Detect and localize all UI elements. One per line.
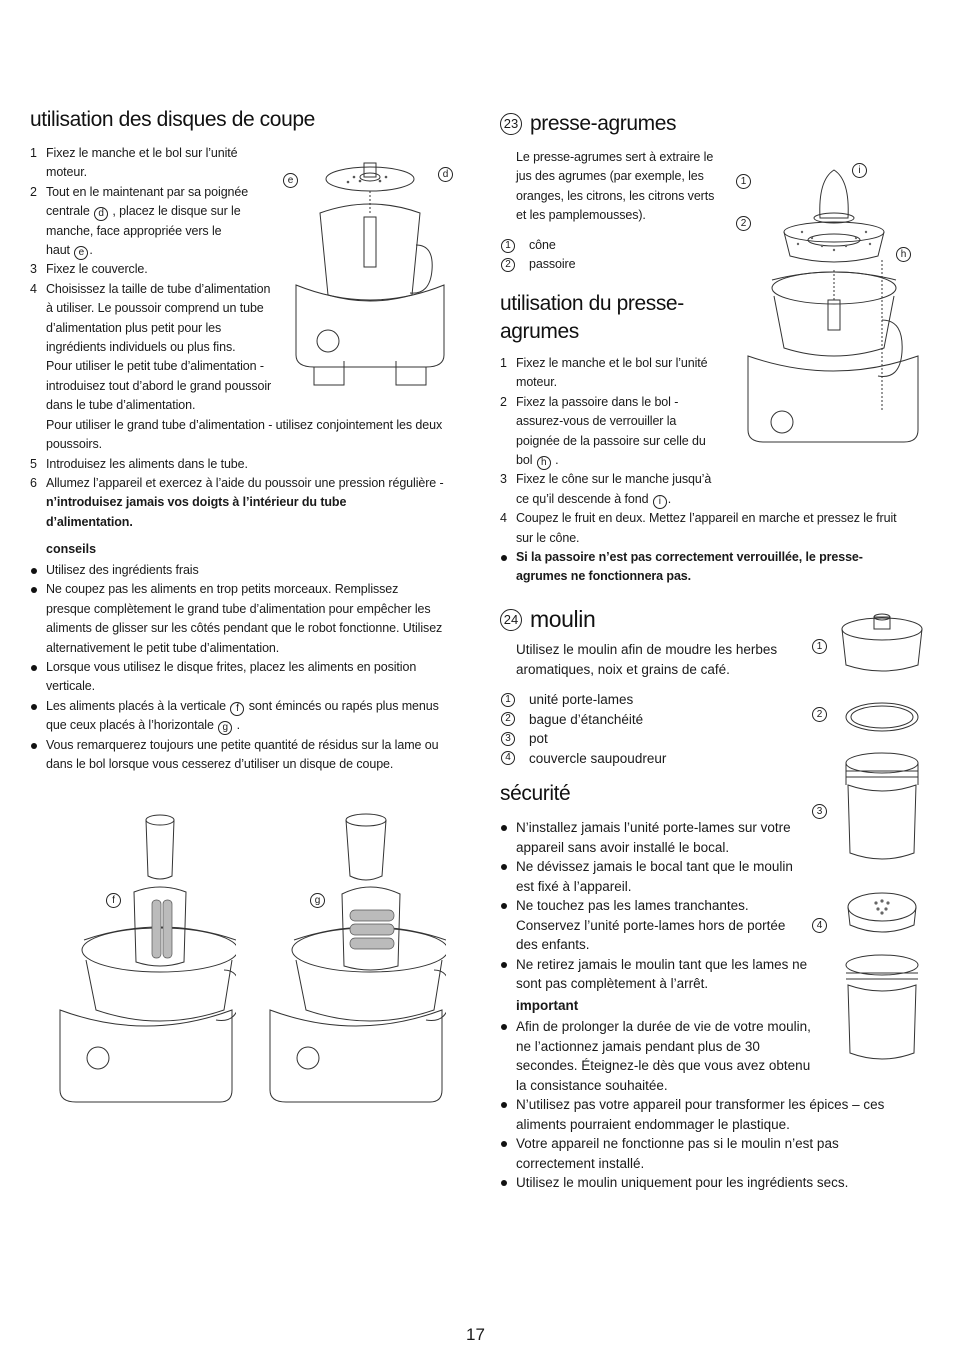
section-title-press-use: utilisation du presse- agrumes bbox=[500, 292, 684, 343]
figure-label-f: f bbox=[106, 893, 121, 908]
figure-label-1: 1 bbox=[736, 174, 751, 189]
figure-label-mill-4: 4 bbox=[812, 918, 827, 933]
section-title-safety: sécurité bbox=[500, 782, 571, 805]
important-title: important bbox=[516, 998, 579, 1013]
ref-marker-e: e bbox=[74, 246, 88, 260]
step-3: 3 Fixez le couvercle. bbox=[30, 262, 148, 277]
press-step-4: 4 Coupez le fruit en deux. Mettez l’appareil en marche et pressez le fruit sur le cône. bbox=[500, 511, 897, 545]
safety-item: Ne dévissez jamais le bocal tant que le moulin est fixé à l’appareil. bbox=[500, 857, 820, 896]
figure-label-g: g bbox=[310, 893, 325, 908]
tip-item: Utilisez des ingrédients frais bbox=[30, 561, 460, 580]
mill-intro: Utilisez le moulin afin de moudre les herbes aromatiques, noix et grains de café. bbox=[516, 642, 778, 677]
press-heading bbox=[500, 112, 676, 136]
ref-marker-g: g bbox=[218, 721, 232, 735]
citrus-press-illustration bbox=[742, 160, 922, 460]
press-step-1: 1 Fixez le manche et le bol sur l’unité moteur. bbox=[500, 356, 708, 390]
safety-item: N’installez jamais l’unité porte-lames sur votre appareil sans avoir installé le bocal. bbox=[500, 818, 820, 857]
press-step-3: 3 Fixez le cône sur le manche jusqu’à ce qu’il descende à fond i . bbox=[500, 472, 712, 507]
tip-item: Vous remarquerez toujours une petite quantité de résidus sur la lame ou dans le bol lorsque vous cesserez d’utiliser un disque de coupe. bbox=[30, 736, 460, 775]
step-2: 2 Tout en le maintenant par sa poignée centrale d , placez le disque sur le manche, face appropriée vers le haut e . bbox=[30, 184, 249, 259]
safety-list bbox=[500, 818, 820, 994]
section-title-press: presse-agrumes bbox=[530, 112, 677, 135]
important-item: Afin de prolonger la durée de vie de votre moulin, ne l’actionnez jamais pendant plus de 30 secondes. Éteignez-le dès que vous avez obtenu la consistance souhaitée. bbox=[500, 1017, 920, 1095]
horizontal-food-illustration bbox=[266, 810, 446, 1120]
figure-label-mill-2: 2 bbox=[812, 707, 827, 722]
tip-item: Ne coupez pas les aliments en trop petits morceaux. Remplissez presque complètement le grand tube d’alimentation pour empêcher les aliments de glisser sur les côtés pendant que le robot fonctionne. Utilisez alternativement le petit tube d’alimentation. bbox=[30, 580, 460, 658]
section-title-cutting-discs: utilisation des disques de coupe bbox=[30, 108, 315, 131]
mill-parts-list: 1 unité porte-lames 2 bague d’étanchéité 3 pot 4 couvercle saupoudreur bbox=[500, 690, 666, 768]
ref-marker-f: f bbox=[230, 702, 244, 716]
press-intro: Le presse-agrumes sert à extraire le jus des agrumes (par exemple, les oranges, les citrons, les citrons verts et les pamplemousses). bbox=[516, 150, 715, 223]
section-number-24: 24 bbox=[500, 609, 522, 631]
important-item: Votre appareil ne fonctionne pas si le moulin n’est pas correctement installé. bbox=[500, 1134, 920, 1173]
page-number: 17 bbox=[466, 1325, 485, 1344]
figure-label-h: h bbox=[896, 247, 911, 262]
step-4: 4 Choisissez la taille de tube d’alimentation à utiliser. Le poussoir comprend un tube d’alimentation plus petit pour les ingrédients individuels ou plus fins. Pour utiliser le petit tube d’alimentation - introduisez tout d’abord le grand poussoir dans le tube d’alimentation. Pour utiliser le grand tube d’alimentation - utilisez conjointement les deux poussoirs. bbox=[30, 281, 443, 452]
ref-marker-d: d bbox=[94, 207, 108, 221]
figure-label-mill-1: 1 bbox=[812, 639, 827, 654]
step-1: 1 Fixez le manche et le bol sur l’unité moteur. bbox=[30, 146, 238, 180]
figure-label-d: d bbox=[438, 167, 453, 182]
safety-item: Ne touchez pas les lames tranchantes. Conservez l’unité porte-lames hors de portée des enfants. bbox=[500, 896, 820, 955]
disc-assembly-illustration bbox=[284, 155, 456, 395]
section-number-23: 23 bbox=[500, 113, 522, 135]
press-warning: Si la passoire n’est pas correctement verrouillée, le presse- agrumes ne fonctionnera pas. bbox=[500, 548, 930, 587]
mill-heading bbox=[500, 606, 595, 633]
vertical-food-illustration bbox=[56, 810, 236, 1120]
press-step-2: 2 Fixez la passoire dans le bol - assurez-vous de verrouiller la poignée de la passoire sur celle du bol h . bbox=[500, 394, 706, 469]
tip-item: Les aliments placés à la verticale f sont émincés ou rapés plus menus que ceux placés à l’horizontale g . bbox=[30, 697, 460, 736]
safety-item: Ne retirez jamais le moulin tant que les lames ne sont pas complètement à l’arrêt. bbox=[500, 955, 820, 994]
ref-marker-h: h bbox=[537, 456, 551, 470]
step-6: 6 Allumez l’appareil et exercez à l’aide du poussoir une pression régulière - n’introduisez jamais vos doigts à l’intérieur du tube d’alimentation. bbox=[30, 475, 444, 529]
step-5: 5 Introduisez les aliments dans le tube. bbox=[30, 456, 248, 471]
figure-label-2: 2 bbox=[736, 216, 751, 231]
mill-parts-illustration bbox=[832, 605, 932, 1075]
tips-list bbox=[30, 561, 460, 774]
figure-label-i: i bbox=[852, 163, 867, 178]
section-title-mill: moulin bbox=[530, 606, 596, 632]
press-parts-list: 1 cône 2 passoire bbox=[500, 236, 575, 275]
important-item: N’utilisez pas votre appareil pour transformer les épices – ces aliments pourraient endommager le plastique. bbox=[500, 1095, 920, 1134]
figure-label-mill-3: 3 bbox=[812, 804, 827, 819]
figure-label-e: e bbox=[283, 173, 298, 188]
tip-item: Lorsque vous utilisez le disque frites, placez les aliments en position verticale. bbox=[30, 658, 460, 697]
tips-title: conseils bbox=[46, 542, 97, 556]
important-item: Utilisez le moulin uniquement pour les ingrédients secs. bbox=[500, 1173, 920, 1193]
ref-marker-i: i bbox=[653, 495, 667, 509]
